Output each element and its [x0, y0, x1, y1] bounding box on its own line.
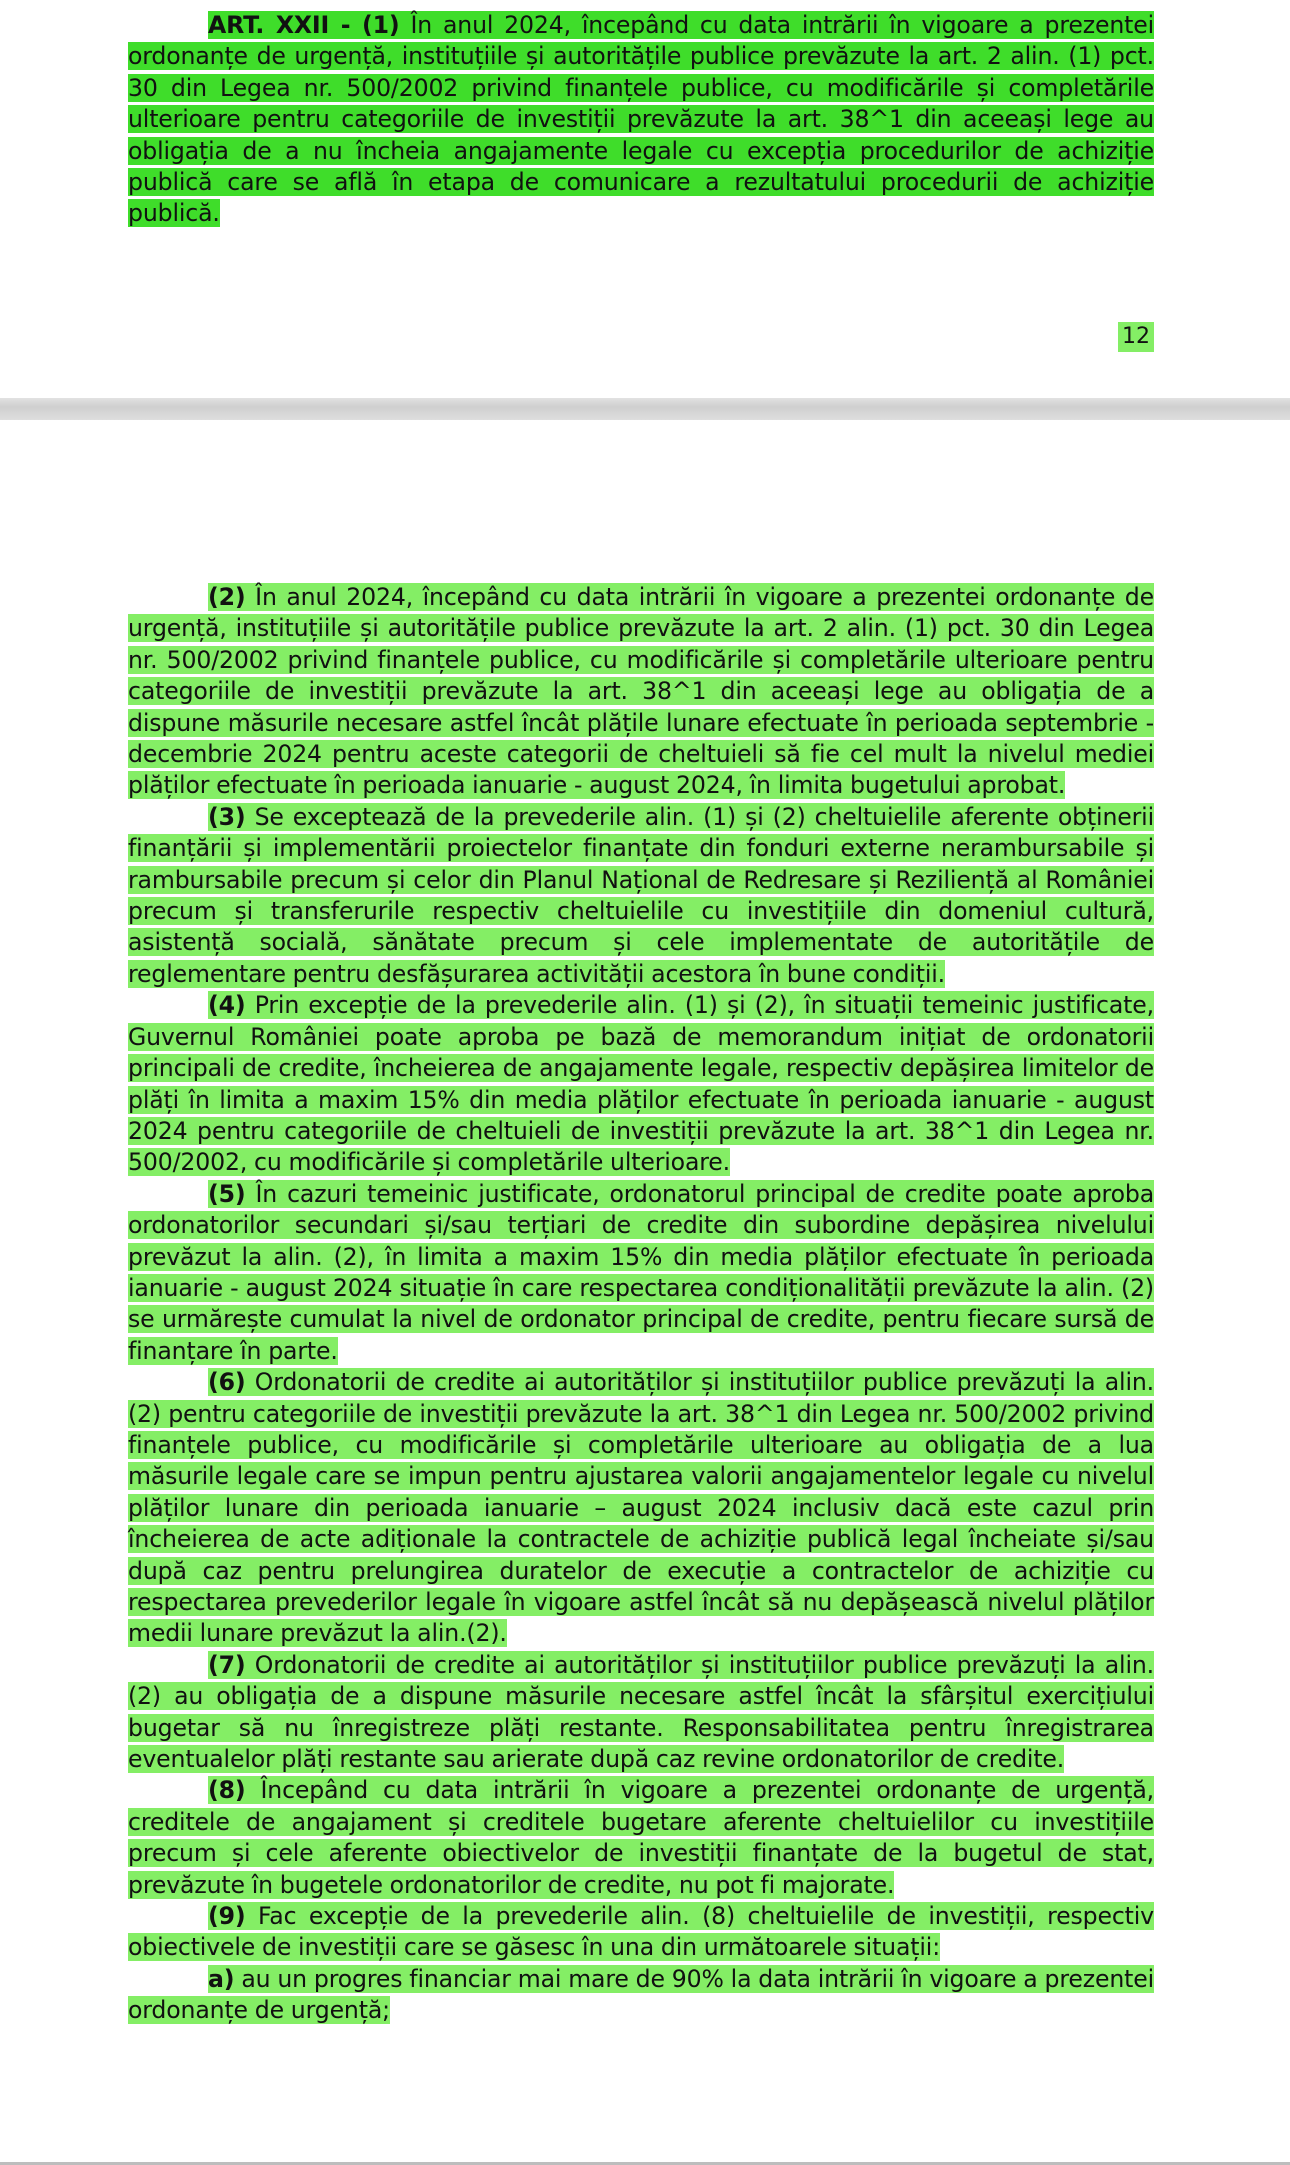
page-separator: [0, 398, 1290, 420]
paragraph-4: [128, 990, 1154, 1178]
paragraph-5: [128, 1179, 1154, 1367]
paragraph-highlight: [128, 1902, 1154, 1961]
paragraph-number: (5): [208, 1179, 246, 1208]
paragraph-text: Fac excepție de la prevederile alin. (8) cheltuielile de investiții, respectiv obiectivele de investiții care se găsesc în una din următoarele situații:: [128, 1902, 1154, 1962]
paragraph-number: (3): [208, 802, 246, 831]
article-body: [128, 582, 1154, 2027]
paragraph-highlight: [128, 1651, 1154, 1773]
paragraph-8: [128, 1775, 1154, 1901]
paragraph-text: Ordonatorii de credite ai autorităților și instituțiilor publice prevăzuți la alin.(2) au obligația de a dispune măsurile necesare astfel încât la sfârșitul exercițiului bugetar să nu înregistreze plăți restante. Responsabilitatea pentru înregistrarea eventualelor plăți restante sau arierate după caz revine ordonatorilor de credite.: [128, 1650, 1154, 1774]
paragraph-highlight: [128, 1180, 1154, 1365]
paragraph-9-a: [128, 1964, 1154, 2027]
paragraph-highlight: [128, 1368, 1154, 1647]
paragraph-number: (9): [208, 1902, 246, 1931]
document-page-top: [0, 0, 1290, 398]
paragraph-number: (7): [208, 1650, 246, 1679]
paragraph-highlight: [128, 1776, 1154, 1898]
paragraph-3: [128, 802, 1154, 990]
paragraph-highlight: [128, 1965, 1154, 2024]
paragraph-2: [128, 582, 1154, 802]
paragraph-9: [128, 1901, 1154, 1964]
paragraph-text: Prin excepție de la prevederile alin. (1) și (2), în situații temeinic justificate, Guvernul României poate aproba pe bază de memorandum inițiat de ordonatorii principali de credite, încheierea de angajamente legale, respectiv depășirea limitelor de plăți în limita a maxim 15% din media plăților efectuate în perioada ianuarie - august 2024 pentru categoriile de cheltuieli de investiții prevăzute la art. 38^1 din Legea nr. 500/2002, cu modificările și completările ulterioare.: [128, 991, 1154, 1177]
paragraph-number: (6): [208, 1368, 246, 1397]
paragraph-text: au un progres financiar mai mare de 90% la data intrării în vigoare a prezentei ordonanțe de urgență;: [128, 1964, 1154, 2025]
paragraph-highlight: [128, 803, 1154, 988]
paragraph-number: (1): [362, 11, 400, 39]
paragraph-text: Ordonatorii de credite ai autorităților și instituțiilor publice prevăzuți la alin.(2) pentru categoriile de investiții prevăzute la art. 38^1 din Legea nr. 500/2002 privind finanțele publice, cu modificările și completările ulterioare au obligația de a lua măsurile legale care se impun pentru ajustarea valorii angajamentelor legale cu nivelul plăților lunare din perioada ianuarie – august 2024 inclusiv dacă este cazul prin încheierea de acte adiționale la contractele de achiziție publică legal încheiate și/sau după caz pentru prelungirea duratelor de execuție a contractelor de achiziție cu respectarea prevederilor legale în vigoare astfel încât să nu depășească nivelul plăților medii lunare prevăzut la alin.(2).: [128, 1368, 1154, 1648]
paragraph-highlight: [128, 991, 1154, 1176]
paragraph-number: (8): [208, 1776, 246, 1805]
page-number: 12: [1118, 322, 1154, 352]
paragraph-text: În anul 2024, începând cu data intrării în vigoare a prezentei ordonanțe de urgență, instituțiile și autoritățile publice prevăzute la art. 2 alin. (1) pct. 30 din Legea nr. 500/2002 privind finanțele publice, cu modificările și completările ulterioare pentru categoriile de investiții prevăzute la art. 38^1 din aceeași lege au obligația de a nu încheia angajamente legale cu excepția procedurilor de achiziție publică care se află în etapa de comunicare a rezultatului procedurii de achiziție publică.: [128, 11, 1154, 228]
paragraph-highlight: [128, 11, 1154, 227]
paragraph-number: (2): [208, 583, 246, 611]
paragraph-7: [128, 1650, 1154, 1776]
paragraph-number: (4): [208, 991, 246, 1020]
paragraph-6: [128, 1367, 1154, 1650]
article-first-paragraph: [128, 10, 1154, 230]
paragraph-text: În anul 2024, începând cu data intrării în vigoare a prezentei ordonanțe de urgență, instituțiile și autoritățile publice prevăzute la art. 2 alin. (1) pct. 30 din Legea nr. 500/2002 privind finanțele publice, cu modificările și completările ulterioare pentru categoriile de investiții prevăzute la art. 38^1 din aceeași lege au obligația de a dispune măsurile necesare astfel încât plățile lunare efectuate în perioada septembrie - decembrie 2024 pentru aceste categorii de cheltuieli să fie cel mult la nivelul mediei plăților efectuate în perioada ianuarie - august 2024, în limita bugetului aprobat.: [128, 583, 1154, 800]
paragraph-highlight: [128, 583, 1154, 799]
paragraph-number: a): [208, 1964, 235, 1993]
paragraph-text: Se exceptează de la prevederile alin. (1) și (2) cheltuielile aferente obținerii finanțării și implementării proiectelor finanțate din fonduri externe nerambursabile și rambursabile precum și celor din Planul Național de Redresare și Reziliență al României precum și transferurile respectiv cheltuielile cu investițiile din domeniul cultură, asistență socială, sănătate precum și cele implementate de autoritățile de reglementare pentru desfășurarea activității acestora în bune condiții.: [128, 802, 1154, 988]
paragraph-text: În cazuri temeinic justificate, ordonatorul principal de credite poate aproba ordonatorilor secundari și/sau terțiari de credite din subordine depășirea nivelului prevăzut la alin. (2), în limita a maxim 15% din media plăților efectuate în perioada ianuarie - august 2024 situație în care respectarea condiționalității prevăzute la alin. (2) se urmărește cumulat la nivel de ordonator principal de credite, pentru fiecare sursă de finanțare în parte.: [128, 1179, 1154, 1365]
paragraph-text: Începând cu data intrării în vigoare a prezentei ordonanțe de urgență, creditele de angajament și creditele bugetare aferente cheltuielilor cu investițiile precum și cele aferente obiectivelor de investiții finanțate de la bugetul de stat, prevăzute în bugetele ordonatorilor de credite, nu pot fi majorate.: [128, 1776, 1154, 1899]
article-heading: ART. XXII -: [208, 11, 363, 39]
paragraph-1: [128, 10, 1154, 230]
